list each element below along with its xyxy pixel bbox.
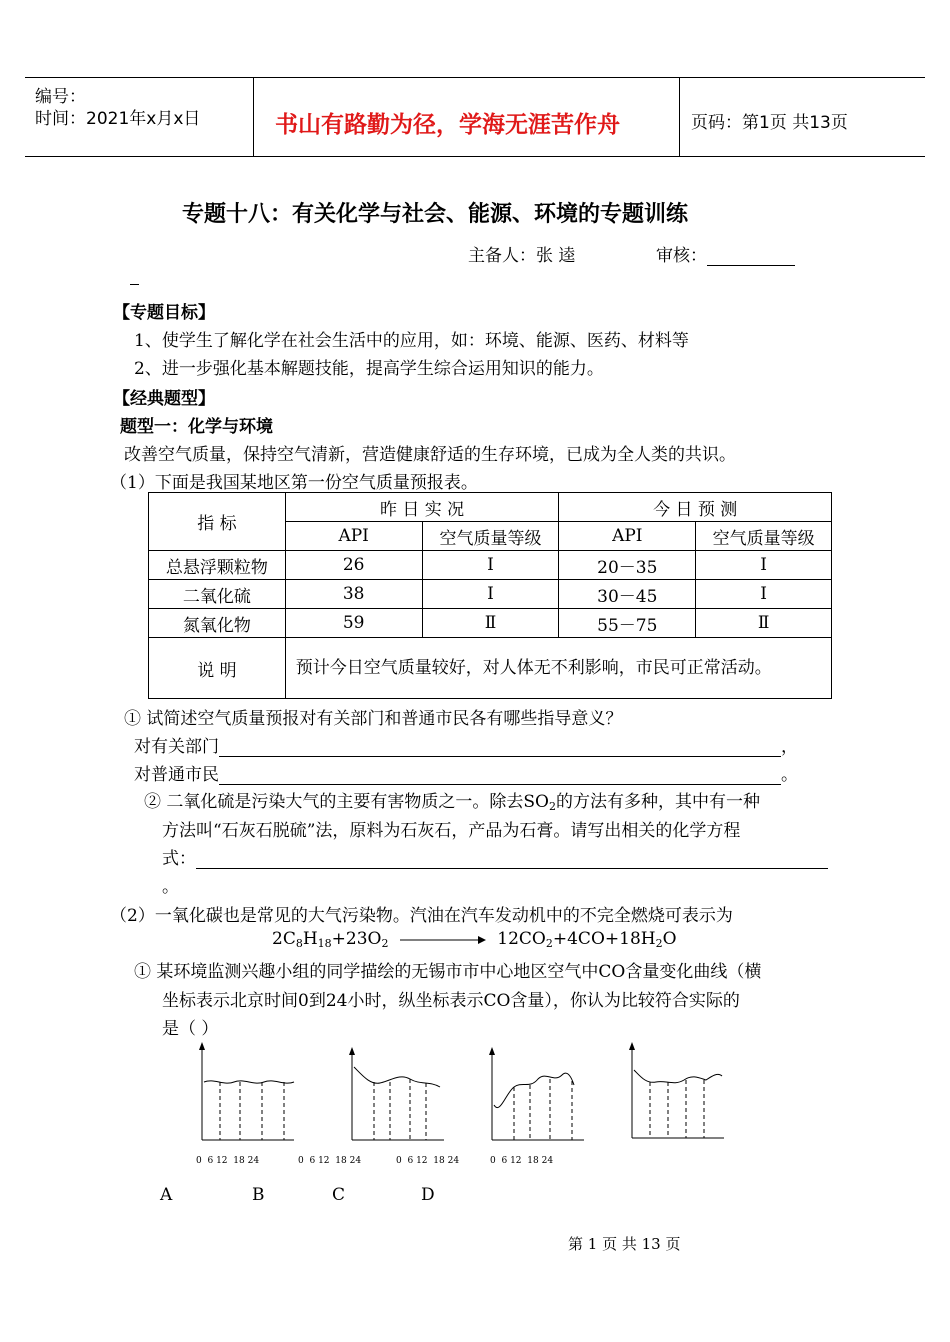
today-api: 20－35 (559, 551, 696, 580)
yesterday-grade: Ⅰ (422, 551, 559, 580)
api-header: API (285, 522, 422, 551)
yesterday-api: 26 (285, 551, 422, 580)
option-d[interactable]: D (421, 1185, 435, 1205)
question-2: （2）一氧化碳也是常见的大气污染物。汽油在汽车发动机中的不完全燃烧可表示为 (110, 906, 733, 926)
graph-a (190, 1040, 300, 1150)
grade-header: 空气质量等级 (696, 522, 832, 551)
question-1-2: ② 二氧化硫是污染大气的主要有害物质之一。除去$SO_2$的方法有多种，其中有一种 (144, 792, 760, 813)
motto: 书山有路勤为径，学海无涯苦作舟 (275, 111, 620, 138)
preparer: 主备人：张 逵 (468, 246, 576, 266)
yesterday-api: 59 (285, 609, 422, 638)
reviewer: 审核： (656, 241, 795, 266)
graph-b (340, 1045, 450, 1155)
row-name: 二氧化硫 (149, 580, 286, 609)
graph-a-ticks: 0 6 12 18 24 (196, 1156, 260, 1166)
yesterday-grade: Ⅰ (422, 580, 559, 609)
today-api: 55－75 (559, 609, 696, 638)
indicator-header: 指 标 (149, 493, 286, 551)
time-label: 时间：2021年x月x日 (35, 109, 201, 129)
note-label: 说 明 (149, 638, 286, 699)
equation-answer: 式： (162, 844, 828, 869)
option-a[interactable]: A (160, 1185, 173, 1205)
answer-dept-blank[interactable] (219, 756, 781, 757)
graph-c-ticks: 0 6 12 18 24 (396, 1156, 460, 1166)
combustion-equation: $2C_8H_{18}+23O_2$ $12CO_2+4CO+18H_2O$ (272, 929, 677, 950)
yesterday-header: 昨 日 实 况 (285, 493, 559, 522)
goal-item-2: 2、进一步强化基本解题技能，提高学生综合运用知识的能力。 (134, 359, 604, 379)
question-1-2-line2: 方法叫“石灰石脱硫”法，原料为石灰石，产品为石膏。请写出相关的化学方程 (162, 821, 741, 841)
note-text: 预计今日空气质量较好，对人体无不利影响，市民可正常活动。 (285, 638, 831, 699)
graph-b-ticks: 0 6 12 18 24 (298, 1156, 362, 1166)
table-row (149, 609, 832, 638)
option-b[interactable]: B (252, 1185, 265, 1205)
row-name: 总悬浮颗粒物 (149, 551, 286, 580)
answer-citizen-blank[interactable] (219, 784, 781, 785)
yesterday-api: 38 (285, 580, 422, 609)
api-header: API (559, 522, 696, 551)
grade-header: 空气质量等级 (422, 522, 559, 551)
serial-label: 编号： (35, 87, 86, 107)
yesterday-grade: Ⅱ (422, 609, 559, 638)
goal-heading: 【专题目标】 (113, 303, 215, 323)
air-quality-table (148, 492, 832, 699)
question-2-1-line3: 是（ ） (162, 1019, 219, 1039)
today-api: 30－45 (559, 580, 696, 609)
goal-item-1: 1、使学生了解化学在社会生活中的应用，如：环境、能源、医药、材料等 (134, 331, 689, 351)
page-header (25, 77, 925, 157)
graph-c (480, 1045, 590, 1155)
today-grade: Ⅰ (696, 580, 832, 609)
option-c[interactable]: C (332, 1185, 346, 1205)
intro-text: 改善空气质量，保持空气清新，营造健康舒适的生存环境，已成为全人类的共识。 (124, 445, 736, 465)
question-2-1: ① 某环境监测兴趣小组的同学描绘的无锡市市中心地区空气中CO含量变化曲线（横 (134, 962, 762, 982)
question-2-1-line2: 坐标表示北京时间0到24小时，纵坐标表示CO含量），你认为比较符合实际的 (162, 991, 740, 1011)
today-grade: Ⅰ (696, 551, 832, 580)
row-name: 氮氧化物 (149, 609, 286, 638)
stray-mark (130, 284, 139, 285)
today-grade: Ⅱ (696, 609, 832, 638)
question-1-2-end: 。 (162, 877, 179, 897)
page-footer: 第 1 页 共 13 页 (568, 1235, 681, 1253)
question-1-1: ① 试简述空气质量预报对有关部门和普通市民各有哪些指导意义？ (124, 709, 623, 729)
reaction-arrow (398, 934, 488, 946)
question-1: （1）下面是我国某地区第一份空气质量预报表。 (110, 473, 478, 493)
graph-d-ticks: 0 6 12 18 24 (490, 1156, 554, 1166)
table-row (149, 551, 832, 580)
type1-heading: 题型一：化学与环境 (120, 417, 273, 437)
answer-citizen: 对普通市民 。 (134, 765, 798, 785)
answer-dept: 对有关部门 ， (134, 737, 798, 757)
page-label: 页码：第1页 共13页 (691, 113, 848, 133)
classic-heading: 【经典题型】 (113, 389, 215, 409)
page-title: 专题十八：有关化学与社会、能源、环境的专题训练 (182, 201, 689, 227)
graph-d (620, 1040, 730, 1150)
equation-blank[interactable] (196, 868, 828, 869)
today-header: 今 日 预 测 (559, 493, 832, 522)
table-row (149, 580, 832, 609)
